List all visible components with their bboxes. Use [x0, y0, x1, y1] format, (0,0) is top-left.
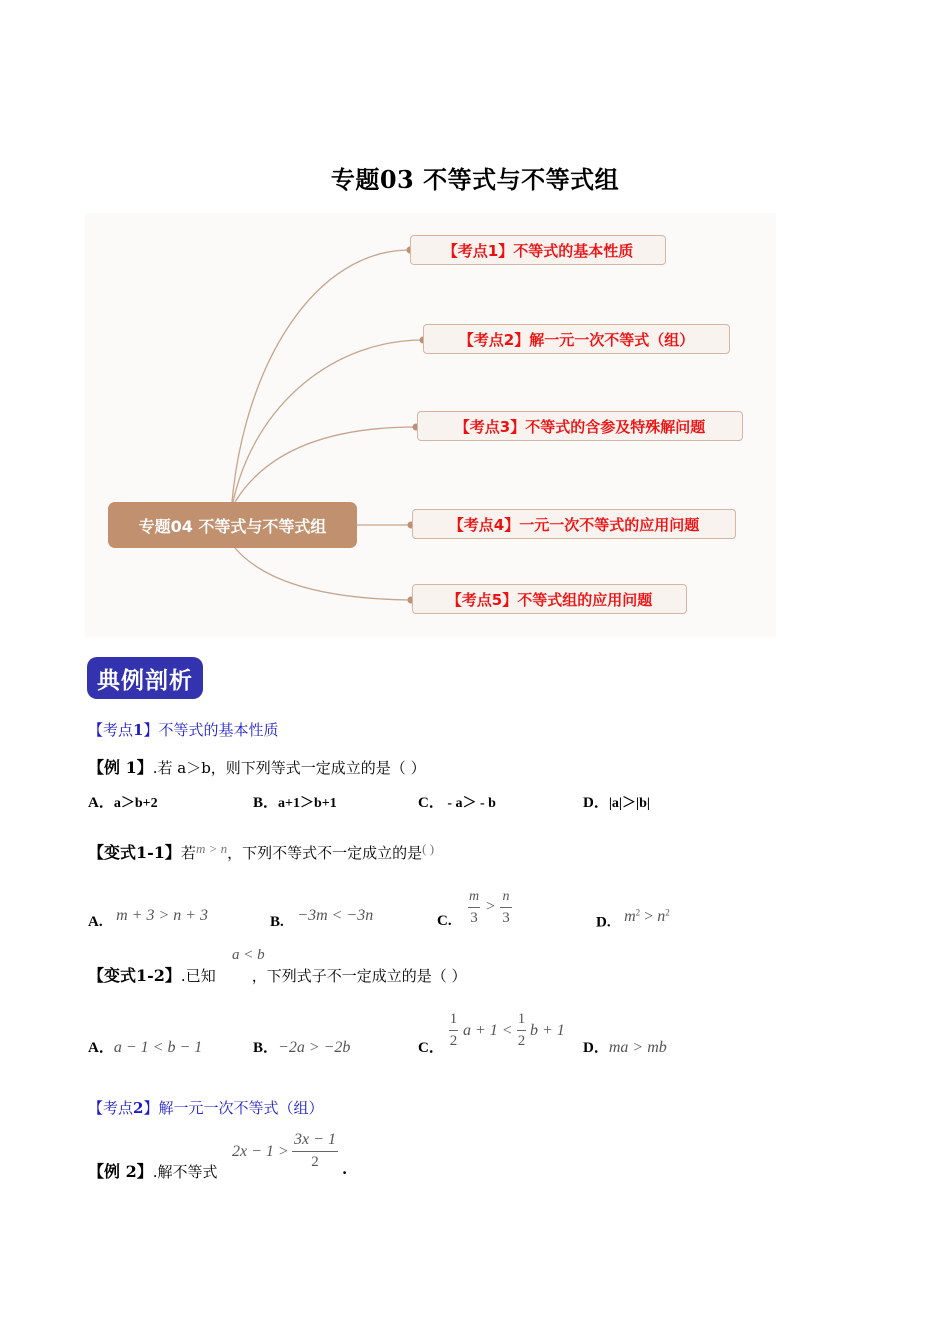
denominator: 2	[311, 1154, 319, 1170]
mindmap-branch-5: 【考点5】不等式组的应用问题	[412, 584, 687, 614]
variant-1-1-option-b	[270, 907, 374, 931]
option-letter: C．	[418, 795, 444, 811]
period: .	[342, 1160, 348, 1178]
fraction-one-half	[517, 1012, 526, 1049]
option-letter: A．	[88, 795, 114, 811]
option-expr: |a|＞|b|	[608, 796, 650, 811]
mindmap-branch-1: 【考点1】不等式的基本性质	[410, 235, 666, 265]
section-badge: 典例剖析	[87, 657, 203, 699]
example-1-option-d	[583, 791, 650, 812]
variant-1-1-option-c	[437, 913, 452, 930]
example-2-question	[88, 1159, 218, 1182]
option-expr: a＞b+2	[113, 796, 158, 811]
option-expr: a + 1 <	[463, 1022, 513, 1039]
variant-condition: m > n	[195, 841, 228, 856]
option-letter: B．	[253, 1040, 279, 1056]
option-expr: ma > mb	[608, 1039, 667, 1056]
option-letter: B．	[253, 795, 279, 811]
example-1-option-b	[253, 791, 337, 812]
example-tag: 【例 2】	[88, 1162, 153, 1181]
kaodian-title: 】不等式的基本性质	[143, 721, 279, 739]
fraction-n-over-3	[500, 890, 512, 926]
denominator: 3	[502, 910, 510, 926]
option-letter: B.	[270, 914, 284, 930]
denominator: 3	[470, 910, 478, 926]
option-letter: C．	[418, 1040, 444, 1056]
option-expr: m + 3 > n + 3	[116, 907, 209, 924]
mindmap-branch-4: 【考点4】一元一次不等式的应用问题	[412, 509, 736, 539]
example-text: .解不等式	[152, 1163, 218, 1181]
exponent: 2	[635, 907, 641, 917]
numerator: 1	[517, 1011, 526, 1027]
fraction-one-half	[449, 1012, 458, 1049]
document-title: 专题03 不等式与不等式组	[330, 165, 620, 194]
variant-1-2-question	[88, 963, 466, 986]
variant-tag: 【变式1-2】	[88, 966, 181, 985]
base: m	[624, 907, 636, 925]
variant-tag: 【变式1-1】	[88, 843, 181, 862]
option-letter: D.	[596, 914, 611, 931]
mindmap-diagram	[85, 213, 776, 637]
kaodian-1-heading	[88, 719, 278, 740]
example-tag: 【例 1】	[88, 758, 153, 777]
variant-condition: a < b	[232, 947, 265, 963]
operator: >	[640, 907, 658, 925]
variant-1-1-question	[88, 840, 434, 863]
inequality-lhs: 2x − 1 >	[232, 1143, 289, 1160]
option-letter: D．	[583, 795, 609, 811]
option-expr: a+1＞b+1	[278, 796, 337, 811]
variant-text: .已知	[180, 967, 216, 985]
operator: >	[486, 898, 496, 915]
denominator: 2	[517, 1033, 526, 1049]
example-1-question	[88, 755, 426, 778]
option-letter: C.	[437, 913, 452, 929]
fraction-m-over-3	[468, 890, 480, 926]
numerator: 1	[449, 1011, 458, 1027]
kaodian-2-heading	[88, 1097, 323, 1118]
option-expr	[624, 907, 670, 925]
option-expr: a − 1 < b − 1	[113, 1039, 203, 1056]
numerator: 3x − 1	[294, 1131, 336, 1148]
variant-1-2-option-b	[253, 1036, 350, 1057]
mindmap-branch-2: 【考点2】解一元一次不等式（组）	[423, 324, 730, 354]
variant-text: ，下列不等式不一定成立的是	[227, 844, 423, 862]
option-letter: A．	[88, 1040, 114, 1056]
variant-1-1-option-d	[596, 907, 670, 932]
numerator: n	[502, 889, 510, 904]
exponent: 2	[665, 907, 670, 917]
kaodian-prefix: 【考点	[88, 721, 134, 739]
option-expr: - a＞ - b	[443, 796, 496, 811]
example-1-option-c	[418, 791, 496, 812]
denominator: 2	[449, 1033, 458, 1049]
option-letter: A.	[88, 914, 103, 930]
variant-1-2-option-a	[88, 1036, 202, 1057]
variant-1-1-option-a	[88, 907, 209, 931]
kaodian-number: 1	[133, 721, 144, 739]
mindmap-center-node: 专题04 不等式与不等式组	[108, 502, 357, 548]
option-expr: −2a > −2b	[278, 1039, 351, 1056]
mindmap-branch-3: 【考点3】不等式的含参及特殊解问题	[417, 411, 743, 441]
option-expr: −3m < −3n	[297, 907, 374, 924]
numerator: m	[468, 889, 480, 904]
option-letter: D．	[583, 1040, 609, 1056]
kaodian-title: 】解一元一次不等式（组）	[143, 1099, 324, 1117]
variant-text: ，下列式子不一定成立的是（ ）	[251, 967, 467, 985]
answer-paren: ( )	[422, 841, 435, 856]
example-1-option-a	[88, 791, 158, 812]
kaodian-number: 2	[133, 1099, 144, 1117]
fraction-3x-minus-1-over-2	[292, 1132, 338, 1170]
variant-1-2-option-d	[583, 1036, 667, 1057]
variant-text: 若	[180, 844, 196, 862]
kaodian-prefix: 【考点	[88, 1099, 134, 1117]
base: n	[657, 907, 666, 925]
example-text: .若 a＞b，则下列等式一定成立的是（ ）	[152, 759, 426, 777]
variant-1-2-option-c	[418, 1036, 444, 1057]
option-expr: b + 1	[530, 1022, 565, 1039]
